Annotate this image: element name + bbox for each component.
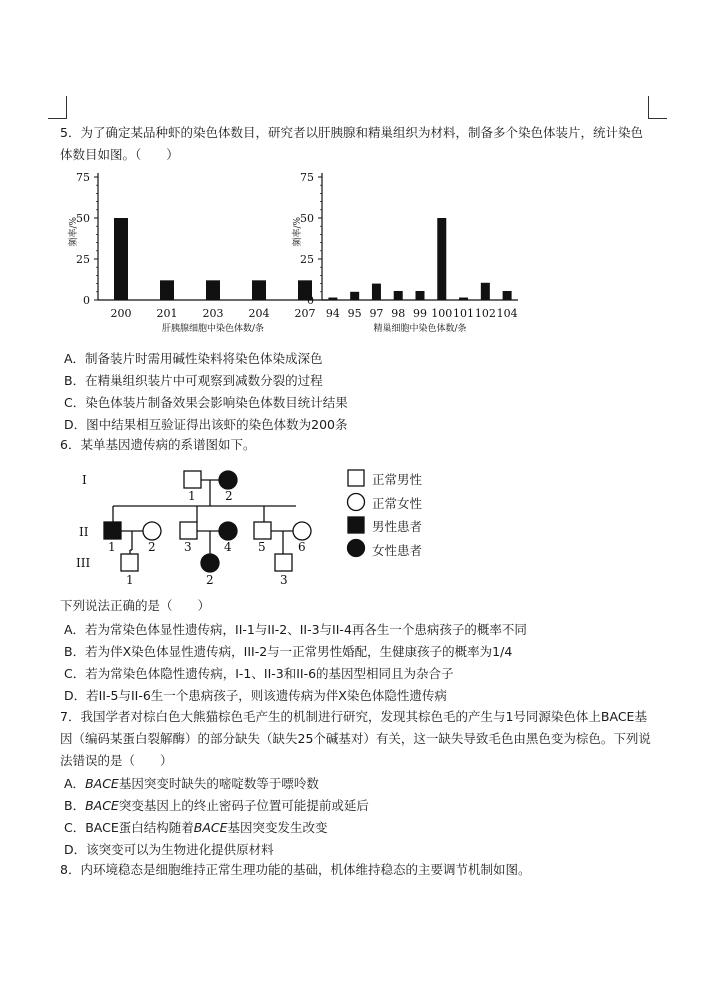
x-tick-label: 102 [474,307,496,320]
pedigree-I-2 [219,471,237,489]
legend-affected-female: 女性患者 [372,543,423,558]
chart-testis [290,165,530,335]
q6-ask: 下列说法正确的是（ ） [60,598,211,613]
q7-option-a[interactable]: A．BACE基因突变时缺失的嘧啶数等于嘌呤数 [64,776,319,791]
svg-text:3: 3 [184,540,192,554]
bar-102 [481,283,490,300]
q7-stem: 7．我国学者对棕白色大熊猫棕色毛产生的机制进行研究，发现其棕色毛的产生与1号同源染色体上BACE基因（编码某蛋白裂解酶）的部分缺失（缺失25个碱基对）有关，这一缺失导致毛色由黑色变为棕色。下列说法错误的是（ ） [60,709,651,768]
q7-option-c[interactable]: C．BACE蛋白结构随着BACE基因突变发生改变 [64,820,328,835]
svg-text:2: 2 [225,489,233,503]
pedigree-III-3 [275,554,292,571]
q5-option-a[interactable]: A．制备装片时需用碱性染料将染色体染成深色 [64,351,323,366]
q8-stem: 8．内环境稳态是细胞维持正常生理功能的基础，机体维持稳态的主要调节机制如图。 [60,862,531,877]
x-tick-label: 100 [431,307,453,320]
bar-101 [459,298,468,300]
y-tick-label: 0 [83,294,90,307]
x-tick-label: 97 [369,307,384,320]
y-tick-label: 75 [76,171,90,184]
svg-text:5: 5 [258,540,266,554]
bar-100 [437,218,446,300]
y-tick-label: 25 [300,253,314,266]
x-tick-label: 104 [496,307,518,320]
svg-text:6: 6 [298,540,306,554]
y-tick-label: 75 [300,171,314,184]
q6-stem: 6．某单基因遗传病的系谱图如下。 [60,437,256,452]
pedigree-III-2 [201,554,219,572]
bar-204 [252,280,266,300]
y-tick-label: 50 [300,212,314,225]
svg-text:1: 1 [108,540,116,554]
pedigree-III-1 [121,554,138,571]
legend-affected-male-icon [348,517,364,533]
x-tick-label: 95 [347,307,362,320]
x-tick-label: 203 [202,307,224,320]
bar-94 [328,298,337,300]
q5-stem-line1: 5．为了确定某品种虾的染色体数目，研究者以肝胰腺和精巢组织为材料，制备多个染色体装片，统计染色 [60,125,643,140]
pedigree-I-1 [184,471,201,488]
q6-option-a[interactable]: A．若为常染色体显性遗传病，II-1与II-2、II-3与II-4再各生一个患病孩子的概率不同 [64,622,527,637]
q7-option-d[interactable]: D．该突变可以为生物进化提供原材料 [64,842,274,857]
q6-option-b[interactable]: B．若为伴X染色体显性遗传病，III-2与一正常男性婚配，生健康孩子的概率为1/4 [64,644,513,659]
legend-normal-male: 正常男性 [372,472,423,487]
legend-affected-male: 男性患者 [372,519,423,534]
q5-option-b[interactable]: B．在精巢组织装片中可观察到减数分裂的过程 [64,373,323,388]
pedigree-II-6 [293,522,311,540]
q5-option-c[interactable]: C．染色体装片制备效果会影响染色体数目统计结果 [64,395,348,410]
crop-mark-left [48,96,67,119]
legend-affected-female-icon [348,540,365,557]
generation-label-II: II [79,525,89,539]
x-tick-label: 101 [453,307,475,320]
x-tick-label: 201 [156,307,178,320]
q5-option-d[interactable]: D．图中结果相互验证得出该虾的染色体数为200条 [64,417,348,432]
svg-text:3: 3 [280,573,288,587]
q7-option-b[interactable]: B．BACE突变基因上的终止密码子位置可能提前或延后 [64,798,369,813]
svg-text:2: 2 [148,540,156,554]
y-tick-label: 25 [76,253,90,266]
legend-normal-male-icon [348,470,364,486]
x-tick-label: 200 [110,307,132,320]
legend-normal-female-icon [348,494,365,511]
legend-normal-female: 正常女性 [372,496,423,511]
svg-text:4: 4 [224,540,232,554]
x-tick-label: 98 [391,307,406,320]
bar-99 [416,291,425,300]
svg-text:2: 2 [206,573,214,587]
q5-stem-line2: 体数目如图。（ ） [60,147,179,162]
bar-200 [114,218,128,300]
x-axis-label: 精巢细胞中染色体数/条 [373,324,467,334]
svg-text:1: 1 [188,489,196,503]
bar-95 [350,292,359,300]
bar-98 [394,291,403,300]
q6-option-d[interactable]: D．若II-5与II-6生一个患病孩子，则该遗传病为伴X染色体隐性遗传病 [64,688,447,703]
q6-option-c[interactable]: C．若为常染色体隐性遗传病，I-1、II-3和II-6的基因型相同且为杂合子 [64,666,454,681]
pedigree-II-2 [143,522,161,540]
generation-label-I: I [82,473,87,487]
bar-97 [372,284,381,300]
pedigree-II-5 [254,522,271,539]
x-tick-label: 94 [325,307,340,320]
x-tick-label: 204 [248,307,270,320]
y-tick-label: 50 [76,212,90,225]
bar-104 [503,291,512,300]
y-axis-label: 频率/% [69,216,79,247]
y-tick-label: 0 [307,294,314,307]
pedigree-II-1 [104,522,121,539]
x-tick-label: 207 [294,307,316,320]
y-axis-label: 频率/% [293,216,303,247]
pedigree-II-3 [180,522,197,539]
pedigree-II-4 [219,522,237,540]
bar-201 [160,280,174,300]
svg-text:1: 1 [126,573,134,587]
bar-203 [206,280,220,300]
x-axis-label: 肝胰腺细胞中染色体数/条 [161,324,265,334]
generation-label-III: III [76,556,91,570]
x-tick-label: 99 [413,307,427,320]
crop-mark-right [648,96,667,119]
